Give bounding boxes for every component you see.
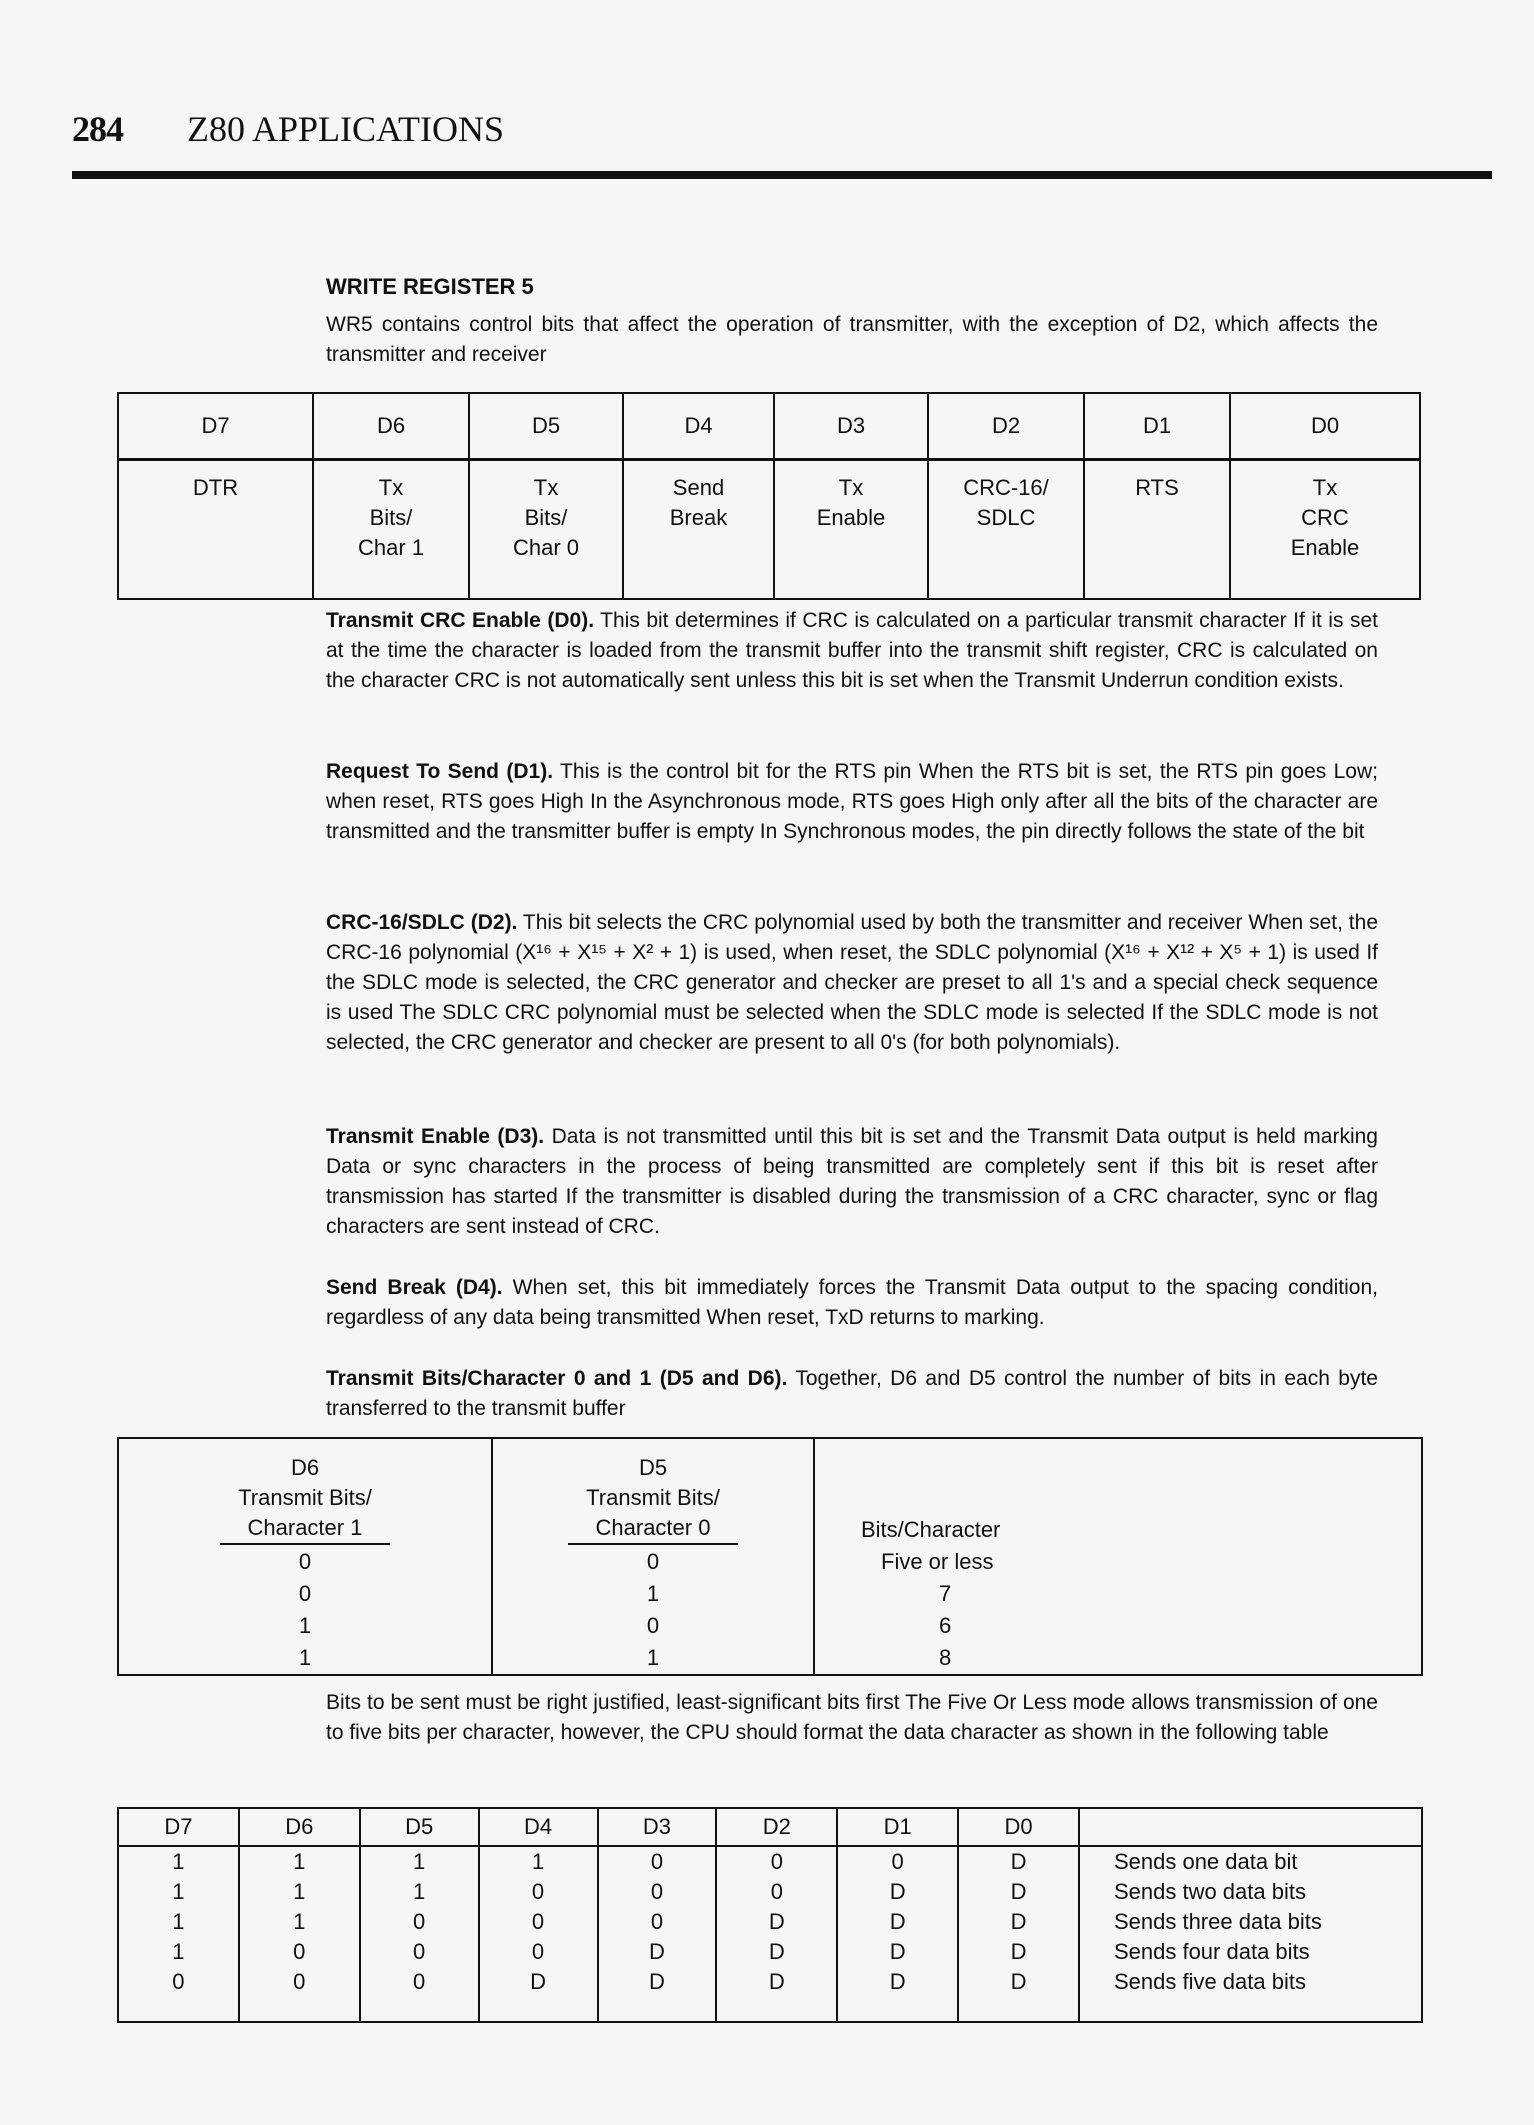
table-row: 0 1 7	[118, 1578, 1422, 1610]
page-header	[72, 108, 504, 150]
desc-header	[1079, 1808, 1422, 1846]
table-row: 0 0 Five or less	[118, 1546, 1422, 1578]
register-header-row	[118, 393, 1420, 460]
table-row: 1 1 1 1 0 0 0 D Sends one data bit	[118, 1846, 1422, 1877]
bit-function: DTR	[192, 475, 239, 500]
paragraph-heading: Transmit Enable (D3).	[326, 1125, 545, 1148]
paragraph-heading: Transmit CRC Enable (D0).	[326, 609, 595, 632]
paragraph-transmit-enable: Transmit Enable (D3). Data is not transmitted until this bit is set and the Transmit Data output is held marking Data or sync characters in the process of being transmitted are completely sent if this bit is reset after transmission has started If the transmitter is disabled during the transmission of a CRC character, sync or flag characters are sent instead of CRC.	[326, 1125, 1378, 1238]
bit-header: D6	[313, 393, 469, 460]
paragraph-right-justified: Bits to be sent must be right justified, least-significant bits first The Five Or Less mode allows transmission of one to five bits per character, however, the CPU should format the data character as shown in the following table	[326, 1691, 1378, 1744]
bit-header: D6	[239, 1808, 360, 1846]
bit-header: D4	[623, 393, 774, 460]
bit-header: D7	[118, 1808, 239, 1846]
paragraph-crc16-sdlc: CRC-16/SDLC (D2). This bit selects the CRC polynomial used by both the transmitter and receiver When set, the CRC-16 polynomial (X¹⁶ + X¹⁵ + X² + 1) is used, when reset, the SDLC polynomial (X¹⁶ + X¹² + X⁵ + 1) is used If the SDLC mode is selected, the CRC generator and checker are preset to all 1's and a special check sequence is used The SDLC CRC polynomial must be selected when the SDLC mode is selected If the SDLC mode is not selected, the CRC generator and checker are present to all 0's (for both polynomials).	[326, 911, 1378, 1054]
bit-function: Tx Enable	[774, 460, 928, 600]
table-row: 1 0 6	[118, 1610, 1422, 1642]
five-or-less-table	[117, 1807, 1423, 2023]
table-row: 0 0 0 D D D D D Sends five data bits	[118, 1967, 1422, 2022]
register-bit-table	[117, 392, 1421, 600]
bit-header: D3	[774, 393, 928, 460]
bit-header: D0	[1230, 393, 1420, 460]
bit-function: RTS	[1084, 460, 1230, 600]
bit-header: D2	[716, 1808, 837, 1846]
bit-header: D0	[958, 1808, 1079, 1846]
table-row: 1 1 8	[118, 1642, 1422, 1675]
section-intro: WR5 contains control bits that affect the operation of transmitter, with the exception of D2, which affects the transmitter and receiver	[326, 313, 1378, 366]
paragraph-tx-crc-enable: Transmit CRC Enable (D0). This bit determines if CRC is calculated on a particular transmit character If it is set at the time the character is loaded from the transmit buffer into the transmit shift register, CRC is calculated on the character CRC is not automatically sent unless this bit is set when the Transmit Underrun condition exists.	[326, 609, 1378, 692]
bit-function: Tx CRC Enable	[1230, 460, 1420, 600]
paragraph-heading: Transmit Bits/Character 0 and 1 (D5 and D6).	[326, 1367, 788, 1390]
bits-per-character-table	[117, 1437, 1423, 1676]
running-title: Z80 APPLICATIONS	[187, 109, 505, 149]
col-header-d5: D5 Transmit Bits/ Character 0	[492, 1438, 814, 1546]
paragraph-heading: Request To Send (D1).	[326, 760, 554, 783]
table-row: 1 1 0 0 0 D D D Sends three data bits	[118, 1907, 1422, 1937]
header-rule	[72, 171, 1492, 179]
bit-header: D2	[928, 393, 1084, 460]
page-number: 284	[72, 109, 123, 149]
table-row: 1 1 1 0 0 0 D D Sends two data bits	[118, 1877, 1422, 1907]
bits-table-header	[118, 1438, 1422, 1546]
bit-function: CRC-16/ SDLC	[928, 460, 1084, 600]
col-header-bits-char: Bits/Character	[861, 1517, 1001, 1542]
bit-header: D1	[837, 1808, 958, 1846]
bit-function: Tx Bits/ Char 1	[313, 460, 469, 600]
bit-function: Tx Bits/ Char 0	[469, 460, 623, 600]
bit-header: D5	[469, 393, 623, 460]
paragraph-heading: Send Break (D4).	[326, 1276, 503, 1299]
five-table-header	[118, 1808, 1422, 1846]
paragraph-bits-per-char: Transmit Bits/Character 0 and 1 (D5 and D6). Together, D6 and D5 control the number of bits in each byte transferred to the transmit buffer	[326, 1367, 1378, 1420]
col-header-d6: D6 Transmit Bits/ Character 1	[118, 1438, 492, 1546]
section-title: WRITE REGISTER 5	[326, 274, 534, 299]
bit-header: D1	[1084, 393, 1230, 460]
bit-header: D7	[118, 393, 313, 460]
bit-header: D3	[598, 1808, 717, 1846]
paragraph-request-to-send: Request To Send (D1). This is the control bit for the RTS pin When the RTS bit is set, the RTS pin goes Low; when reset, RTS goes High In the Asynchronous mode, RTS goes High only after all the bits of the character are transmitted and the transmitter buffer is empty In Synchronous modes, the pin directly follows the state of the bit	[326, 760, 1378, 843]
bit-function: Send Break	[623, 460, 774, 600]
table-row: 1 0 0 0 D D D D Sends four data bits	[118, 1937, 1422, 1967]
bit-header: D5	[360, 1808, 479, 1846]
paragraph-heading: CRC-16/SDLC (D2).	[326, 911, 518, 934]
register-function-row	[118, 460, 1420, 600]
bit-header: D4	[479, 1808, 598, 1846]
paragraph-send-break: Send Break (D4). When set, this bit immediately forces the Transmit Data output to the spacing condition, regardless of any data being transmitted When reset, TxD returns to marking.	[326, 1276, 1378, 1329]
